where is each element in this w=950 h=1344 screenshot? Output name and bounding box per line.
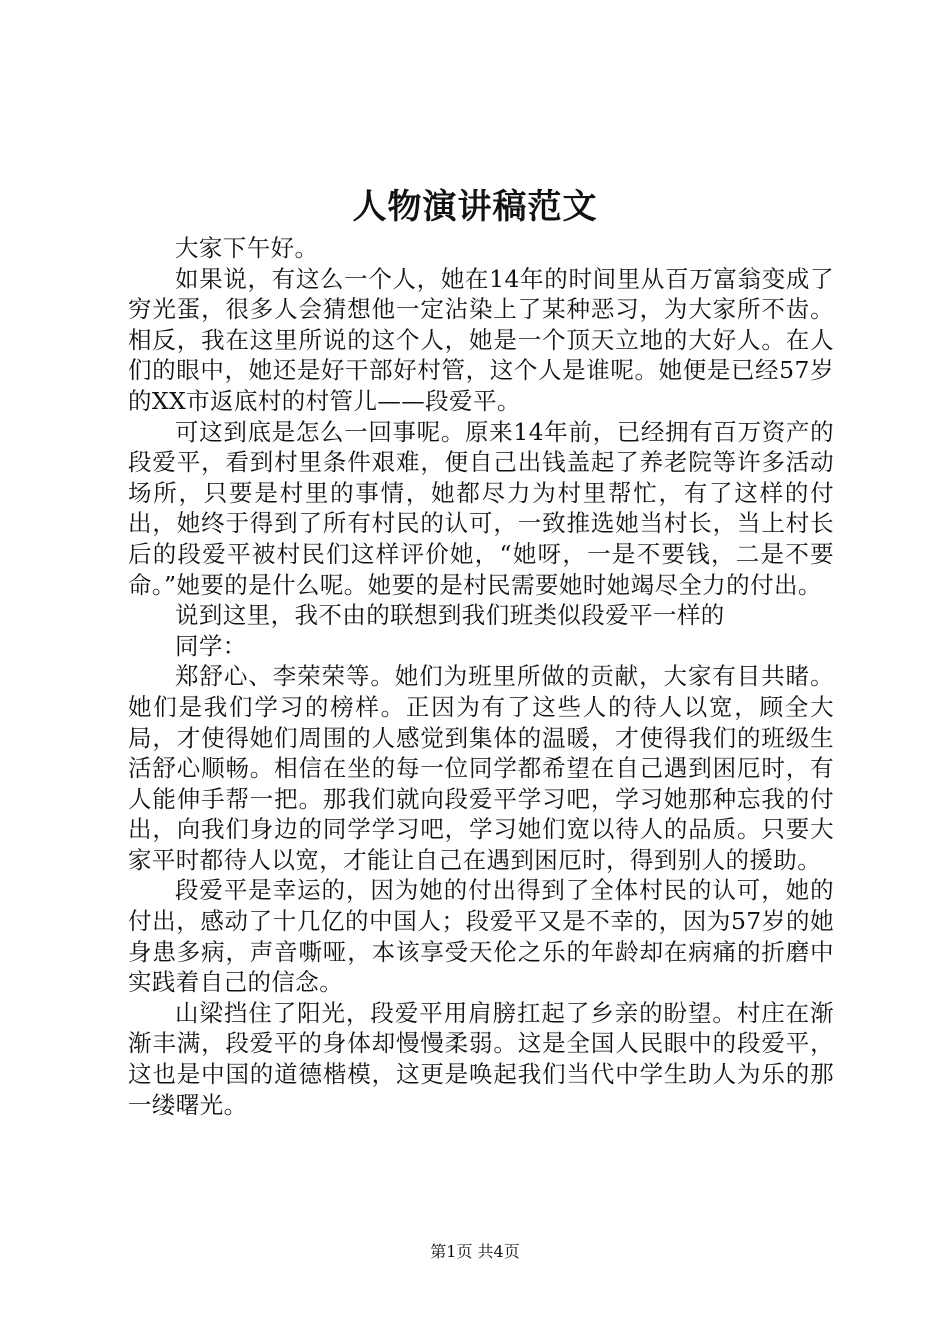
page-number-footer: 第1页 共4页 [430,1242,520,1261]
document-title: 人物演讲稿范文 [352,187,598,227]
paragraph-conclusion: 山梁挡住了阳光，段爱平用肩膀扛起了乡亲的盼望。村庄在渐渐丰满，段爱平的身体却慢慢柔弱。这是全国人民眼中的段爱平，这也是中国的道德楷模，这更是唤起我们当代中学生助人为乐的那一缕曙光。 [128,998,834,1119]
paragraph-introduction: 如果说，有这么一个人，她在14年的时间里从百万富翁变成了穷光蛋，很多人会猜想他一定沾染上了某种恶习，为大家所不齿。相反，我在这里所说的这个人，她是一个顶天立地的大好人。在人们的眼中，她还是好干部好村管，这个人是谁呢。她便是已经57岁的XX市返底村的村管儿——段爱平。 [128,264,834,415]
paragraph-fortune: 段爱平是幸运的，因为她的付出得到了全体村民的认可，她的付出，感动了十几亿的中国人；段爱平又是不幸的，因为57岁的她身患多病，声音嘶哑，本该享受天伦之乐的年龄却在病痛的折磨中实践着自己的信念。 [128,876,834,997]
paragraph-background: 可这到底是怎么一回事呢。原来14年前，已经拥有百万资产的段爱平，看到村里条件艰难，便自己出钱盖起了养老院等许多活动场所，只要是村里的事情，她都尽力为村里帮忙，有了这样的付出，她终于得到了所有村民的认可，一致推选她当村长，当上村长后的段爱平被村民们这样评价她，“她呀，一是不要钱，二是不要命。”她要的是什么呢。她要的是村民需要她时她竭尽全力的付出。 [128,417,834,599]
paragraph-transition: 说到这里，我不由的联想到我们班类似段爱平一样的 [175,601,725,630]
document-body [128,233,834,1120]
paragraph-greeting: 大家下午好。 [175,234,319,262]
paragraph-classmates: 郑舒心、李荣荣等。她们为班里所做的贡献，大家有目共睹。她们是我们学习的榜样。正因为有了这些人的待人以宽，顾全大局，才使得她们周围的人感觉到集体的温暖，才使得我们的班级生活舒心顺畅。相信在坐的每一位同学都希望在自己遇到困厄时，有人能伸手帮一把。那我们就向段爱平学习吧，学习她那种忘我的付出，向我们身边的同学学习吧，学习她们宽以待人的品质。只要大家平时都待人以宽，才能让自己在遇到困厄时，得到别人的援助。 [128,662,834,874]
paragraph-classmates-heading: 同学： [175,631,247,660]
